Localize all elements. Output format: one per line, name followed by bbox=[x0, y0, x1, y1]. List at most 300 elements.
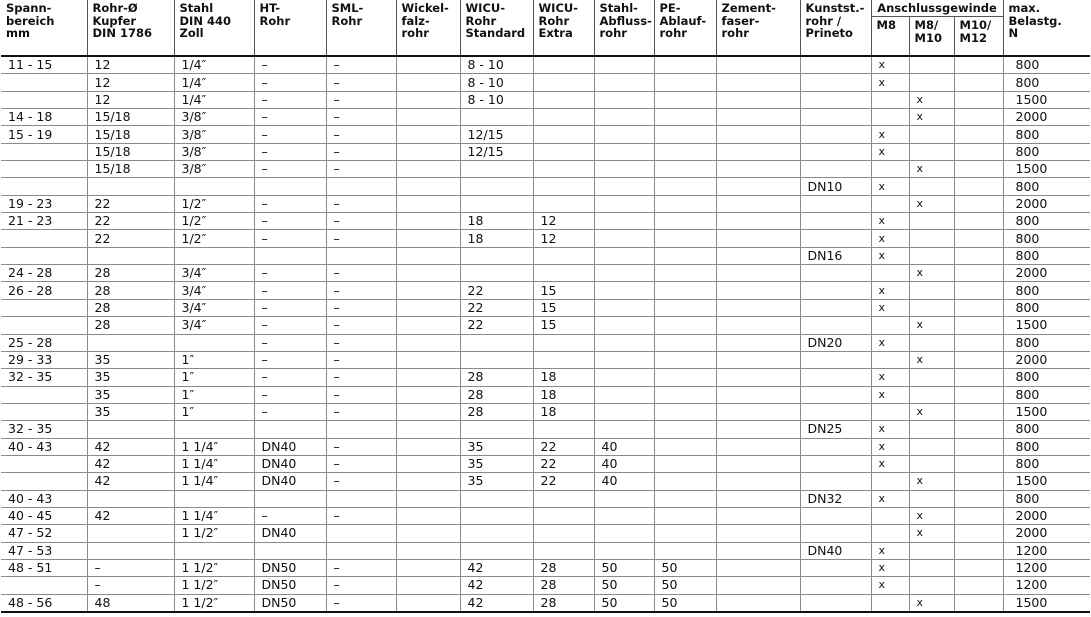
cell-sml-rohr: – bbox=[326, 351, 396, 368]
cell-zementfaser bbox=[716, 161, 800, 178]
cell-max-belastung: 2000 bbox=[1003, 507, 1090, 524]
cell-wicu-extra: 18 bbox=[533, 403, 594, 420]
cell-wicu-standard bbox=[460, 195, 533, 212]
table-row bbox=[1, 594, 1090, 612]
cell-max-belastung: 1500 bbox=[1003, 161, 1090, 178]
cell-wicu-standard: 18 bbox=[460, 230, 533, 247]
cell-m10-m12 bbox=[954, 351, 1003, 368]
cell-spannbereich bbox=[1, 230, 87, 247]
cell-stahl: 3/4″ bbox=[174, 299, 254, 316]
cell-spannbereich bbox=[1, 455, 87, 472]
cell-max-belastung: 800 bbox=[1003, 438, 1090, 455]
cell-ht-rohr: – bbox=[254, 282, 326, 299]
cell-m8 bbox=[871, 109, 909, 126]
cell-m8: x bbox=[871, 542, 909, 559]
cell-wicu-extra bbox=[533, 525, 594, 542]
cell-max-belastung: 2000 bbox=[1003, 351, 1090, 368]
cell-m10-m12 bbox=[954, 56, 1003, 74]
cell-wicu-standard bbox=[460, 507, 533, 524]
header-m10-m12: M10/ M12 bbox=[954, 17, 1003, 57]
cell-sml-rohr bbox=[326, 542, 396, 559]
cell-m10-m12 bbox=[954, 369, 1003, 386]
header-m8: M8 bbox=[871, 17, 909, 57]
cell-wicu-extra bbox=[533, 507, 594, 524]
cell-m8-m10 bbox=[909, 386, 954, 403]
cell-pe-ablauf bbox=[654, 507, 716, 524]
cell-kunststoff bbox=[800, 143, 871, 160]
cell-sml-rohr: – bbox=[326, 213, 396, 230]
cell-max-belastung: 800 bbox=[1003, 56, 1090, 74]
cell-wicu-standard bbox=[460, 265, 533, 282]
cell-m10-m12 bbox=[954, 74, 1003, 91]
cell-wickelfalz bbox=[396, 594, 460, 612]
cell-m10-m12 bbox=[954, 490, 1003, 507]
cell-m8-m10: x bbox=[909, 525, 954, 542]
cell-stahl bbox=[174, 542, 254, 559]
cell-wicu-standard bbox=[460, 490, 533, 507]
cell-ht-rohr bbox=[254, 421, 326, 438]
cell-stahl-abfluss bbox=[594, 490, 654, 507]
cell-wicu-extra bbox=[533, 421, 594, 438]
header-ht-rohr: HT- Rohr bbox=[254, 0, 326, 56]
cell-m8: x bbox=[871, 126, 909, 143]
cell-wicu-extra bbox=[533, 542, 594, 559]
cell-kupfer: 35 bbox=[87, 386, 174, 403]
cell-spannbereich: 19 - 23 bbox=[1, 195, 87, 212]
cell-ht-rohr bbox=[254, 490, 326, 507]
cell-zementfaser bbox=[716, 438, 800, 455]
cell-wicu-standard: 8 - 10 bbox=[460, 74, 533, 91]
cell-zementfaser bbox=[716, 386, 800, 403]
cell-kunststoff bbox=[800, 265, 871, 282]
cell-max-belastung: 800 bbox=[1003, 213, 1090, 230]
cell-ht-rohr: – bbox=[254, 161, 326, 178]
cell-sml-rohr: – bbox=[326, 230, 396, 247]
cell-pe-ablauf bbox=[654, 195, 716, 212]
cell-sml-rohr: – bbox=[326, 91, 396, 108]
cell-wickelfalz bbox=[396, 230, 460, 247]
cell-m10-m12 bbox=[954, 213, 1003, 230]
cell-wicu-standard: 22 bbox=[460, 317, 533, 334]
cell-max-belastung: 2000 bbox=[1003, 525, 1090, 542]
table-row bbox=[1, 490, 1090, 507]
cell-wicu-standard: 28 bbox=[460, 386, 533, 403]
cell-m10-m12 bbox=[954, 542, 1003, 559]
cell-wickelfalz bbox=[396, 473, 460, 490]
cell-max-belastung: 800 bbox=[1003, 126, 1090, 143]
cell-stahl-abfluss bbox=[594, 230, 654, 247]
table-row bbox=[1, 143, 1090, 160]
cell-wicu-standard: 35 bbox=[460, 473, 533, 490]
table-row bbox=[1, 455, 1090, 472]
cell-m8-m10 bbox=[909, 230, 954, 247]
header-spannbereich: Spann- bereich mm bbox=[1, 0, 87, 56]
cell-ht-rohr: DN50 bbox=[254, 559, 326, 576]
cell-max-belastung: 800 bbox=[1003, 230, 1090, 247]
cell-m8-m10 bbox=[909, 247, 954, 264]
cell-m8-m10 bbox=[909, 455, 954, 472]
cell-stahl-abfluss bbox=[594, 213, 654, 230]
cell-m10-m12 bbox=[954, 126, 1003, 143]
cell-zementfaser bbox=[716, 559, 800, 576]
cell-kupfer bbox=[87, 178, 174, 195]
cell-m8: x bbox=[871, 334, 909, 351]
cell-wicu-standard bbox=[460, 109, 533, 126]
cell-wicu-extra bbox=[533, 143, 594, 160]
cell-wickelfalz bbox=[396, 213, 460, 230]
cell-stahl-abfluss bbox=[594, 91, 654, 108]
cell-max-belastung: 1200 bbox=[1003, 559, 1090, 576]
cell-max-belastung: 800 bbox=[1003, 369, 1090, 386]
cell-spannbereich: 32 - 35 bbox=[1, 369, 87, 386]
cell-max-belastung: 1500 bbox=[1003, 91, 1090, 108]
cell-m10-m12 bbox=[954, 230, 1003, 247]
cell-max-belastung: 800 bbox=[1003, 178, 1090, 195]
cell-pe-ablauf bbox=[654, 490, 716, 507]
cell-kupfer: 35 bbox=[87, 403, 174, 420]
cell-wicu-extra bbox=[533, 178, 594, 195]
cell-stahl: 1/2″ bbox=[174, 195, 254, 212]
cell-wicu-extra: 15 bbox=[533, 282, 594, 299]
cell-kunststoff bbox=[800, 594, 871, 612]
cell-wicu-extra bbox=[533, 351, 594, 368]
cell-kunststoff bbox=[800, 455, 871, 472]
cell-kupfer: 35 bbox=[87, 369, 174, 386]
cell-ht-rohr bbox=[254, 542, 326, 559]
cell-stahl: 3/8″ bbox=[174, 109, 254, 126]
cell-m10-m12 bbox=[954, 386, 1003, 403]
table-row bbox=[1, 91, 1090, 108]
table-row bbox=[1, 317, 1090, 334]
table-row bbox=[1, 74, 1090, 91]
cell-pe-ablauf bbox=[654, 299, 716, 316]
cell-stahl: 1/4″ bbox=[174, 74, 254, 91]
cell-spannbereich bbox=[1, 178, 87, 195]
cell-wickelfalz bbox=[396, 438, 460, 455]
table-row bbox=[1, 230, 1090, 247]
cell-sml-rohr: – bbox=[326, 109, 396, 126]
cell-wickelfalz bbox=[396, 126, 460, 143]
cell-kupfer: – bbox=[87, 559, 174, 576]
cell-zementfaser bbox=[716, 490, 800, 507]
cell-stahl: 1/4″ bbox=[174, 56, 254, 74]
cell-kunststoff bbox=[800, 109, 871, 126]
cell-kunststoff bbox=[800, 438, 871, 455]
cell-spannbereich: 40 - 43 bbox=[1, 490, 87, 507]
cell-max-belastung: 1200 bbox=[1003, 577, 1090, 594]
cell-sml-rohr: – bbox=[326, 559, 396, 576]
header-sml-rohr: SML- Rohr bbox=[326, 0, 396, 56]
cell-pe-ablauf bbox=[654, 403, 716, 420]
cell-wicu-standard: 12/15 bbox=[460, 126, 533, 143]
cell-wickelfalz bbox=[396, 455, 460, 472]
cell-kunststoff bbox=[800, 577, 871, 594]
cell-wickelfalz bbox=[396, 403, 460, 420]
cell-ht-rohr: – bbox=[254, 56, 326, 74]
cell-zementfaser bbox=[716, 594, 800, 612]
cell-stahl-abfluss bbox=[594, 403, 654, 420]
cell-zementfaser bbox=[716, 265, 800, 282]
cell-zementfaser bbox=[716, 299, 800, 316]
cell-stahl-abfluss bbox=[594, 265, 654, 282]
cell-wickelfalz bbox=[396, 299, 460, 316]
cell-kunststoff bbox=[800, 74, 871, 91]
cell-stahl-abfluss: 40 bbox=[594, 455, 654, 472]
cell-max-belastung: 800 bbox=[1003, 421, 1090, 438]
cell-wicu-extra bbox=[533, 109, 594, 126]
cell-m10-m12 bbox=[954, 299, 1003, 316]
cell-wickelfalz bbox=[396, 143, 460, 160]
cell-wicu-standard: 42 bbox=[460, 594, 533, 612]
cell-pe-ablauf bbox=[654, 143, 716, 160]
header-anschlussgewinde: Anschlussgewinde bbox=[871, 0, 1003, 17]
cell-wickelfalz bbox=[396, 507, 460, 524]
cell-kupfer bbox=[87, 542, 174, 559]
cell-zementfaser bbox=[716, 577, 800, 594]
cell-zementfaser bbox=[716, 282, 800, 299]
cell-spannbereich bbox=[1, 473, 87, 490]
cell-sml-rohr: – bbox=[326, 577, 396, 594]
cell-wickelfalz bbox=[396, 386, 460, 403]
cell-stahl: 3/4″ bbox=[174, 317, 254, 334]
cell-ht-rohr: – bbox=[254, 213, 326, 230]
cell-sml-rohr: – bbox=[326, 438, 396, 455]
cell-spannbereich: 24 - 28 bbox=[1, 265, 87, 282]
cell-m8-m10 bbox=[909, 299, 954, 316]
cell-m8-m10 bbox=[909, 178, 954, 195]
cell-pe-ablauf bbox=[654, 421, 716, 438]
cell-ht-rohr bbox=[254, 178, 326, 195]
cell-m8: x bbox=[871, 178, 909, 195]
cell-m10-m12 bbox=[954, 109, 1003, 126]
cell-m8 bbox=[871, 317, 909, 334]
cell-spannbereich: 14 - 18 bbox=[1, 109, 87, 126]
header-wickelfalzrohr: Wickel- falz- rohr bbox=[396, 0, 460, 56]
cell-kunststoff bbox=[800, 213, 871, 230]
table-row bbox=[1, 56, 1090, 74]
cell-wicu-standard bbox=[460, 247, 533, 264]
cell-m8-m10 bbox=[909, 126, 954, 143]
cell-spannbereich bbox=[1, 143, 87, 160]
cell-wicu-standard: 28 bbox=[460, 369, 533, 386]
cell-m10-m12 bbox=[954, 455, 1003, 472]
cell-wickelfalz bbox=[396, 334, 460, 351]
cell-stahl-abfluss bbox=[594, 421, 654, 438]
cell-wicu-standard: 22 bbox=[460, 282, 533, 299]
cell-wickelfalz bbox=[396, 265, 460, 282]
cell-zementfaser bbox=[716, 507, 800, 524]
cell-m10-m12 bbox=[954, 178, 1003, 195]
cell-kupfer: 12 bbox=[87, 91, 174, 108]
cell-wicu-extra bbox=[533, 265, 594, 282]
cell-spannbereich: 47 - 53 bbox=[1, 542, 87, 559]
table-row bbox=[1, 161, 1090, 178]
cell-sml-rohr: – bbox=[326, 594, 396, 612]
cell-pe-ablauf bbox=[654, 542, 716, 559]
cell-kupfer: 28 bbox=[87, 317, 174, 334]
cell-stahl: 3/8″ bbox=[174, 161, 254, 178]
cell-m8: x bbox=[871, 438, 909, 455]
cell-kunststoff: DN32 bbox=[800, 490, 871, 507]
cell-wickelfalz bbox=[396, 247, 460, 264]
cell-spannbereich bbox=[1, 91, 87, 108]
cell-kunststoff bbox=[800, 403, 871, 420]
cell-wicu-extra: 15 bbox=[533, 299, 594, 316]
cell-pe-ablauf bbox=[654, 282, 716, 299]
cell-spannbereich: 25 - 28 bbox=[1, 334, 87, 351]
cell-max-belastung: 1500 bbox=[1003, 317, 1090, 334]
cell-kunststoff bbox=[800, 56, 871, 74]
cell-m8-m10 bbox=[909, 438, 954, 455]
cell-kupfer: 22 bbox=[87, 195, 174, 212]
cell-wicu-extra bbox=[533, 195, 594, 212]
cell-wicu-extra bbox=[533, 56, 594, 74]
cell-pe-ablauf bbox=[654, 213, 716, 230]
cell-ht-rohr: – bbox=[254, 143, 326, 160]
cell-ht-rohr: DN40 bbox=[254, 455, 326, 472]
cell-wickelfalz bbox=[396, 421, 460, 438]
cell-zementfaser bbox=[716, 74, 800, 91]
cell-pe-ablauf bbox=[654, 109, 716, 126]
cell-spannbereich: 40 - 45 bbox=[1, 507, 87, 524]
cell-stahl-abfluss bbox=[594, 351, 654, 368]
header-wicu-extra: WICU- Rohr Extra bbox=[533, 0, 594, 56]
cell-wicu-extra bbox=[533, 161, 594, 178]
cell-kunststoff bbox=[800, 351, 871, 368]
cell-kunststoff bbox=[800, 230, 871, 247]
cell-wickelfalz bbox=[396, 161, 460, 178]
cell-wickelfalz bbox=[396, 317, 460, 334]
cell-spannbereich bbox=[1, 161, 87, 178]
cell-stahl bbox=[174, 178, 254, 195]
cell-stahl-abfluss bbox=[594, 299, 654, 316]
cell-spannbereich bbox=[1, 299, 87, 316]
cell-wicu-standard bbox=[460, 421, 533, 438]
cell-m10-m12 bbox=[954, 195, 1003, 212]
header-stahl: Stahl DIN 440 Zoll bbox=[174, 0, 254, 56]
cell-stahl: 1 1/2″ bbox=[174, 594, 254, 612]
cell-kupfer: 12 bbox=[87, 74, 174, 91]
cell-m8-m10: x bbox=[909, 351, 954, 368]
table-row bbox=[1, 473, 1090, 490]
cell-wicu-standard: 42 bbox=[460, 559, 533, 576]
cell-sml-rohr: – bbox=[326, 334, 396, 351]
cell-m8-m10 bbox=[909, 369, 954, 386]
cell-max-belastung: 1200 bbox=[1003, 542, 1090, 559]
cell-wickelfalz bbox=[396, 91, 460, 108]
cell-ht-rohr: – bbox=[254, 386, 326, 403]
cell-m8 bbox=[871, 265, 909, 282]
cell-wicu-standard: 28 bbox=[460, 403, 533, 420]
cell-zementfaser bbox=[716, 195, 800, 212]
cell-ht-rohr: – bbox=[254, 351, 326, 368]
cell-sml-rohr bbox=[326, 421, 396, 438]
cell-kupfer: 48 bbox=[87, 594, 174, 612]
cell-max-belastung: 2000 bbox=[1003, 195, 1090, 212]
cell-zementfaser bbox=[716, 421, 800, 438]
cell-pe-ablauf bbox=[654, 455, 716, 472]
cell-max-belastung: 2000 bbox=[1003, 265, 1090, 282]
cell-max-belastung: 800 bbox=[1003, 143, 1090, 160]
cell-stahl-abfluss bbox=[594, 525, 654, 542]
cell-spannbereich bbox=[1, 247, 87, 264]
cell-sml-rohr: – bbox=[326, 369, 396, 386]
cell-kupfer: 15/18 bbox=[87, 143, 174, 160]
cell-stahl: 1″ bbox=[174, 369, 254, 386]
table-row bbox=[1, 507, 1090, 524]
cell-wickelfalz bbox=[396, 490, 460, 507]
table-row bbox=[1, 559, 1090, 576]
cell-pe-ablauf bbox=[654, 386, 716, 403]
cell-spannbereich bbox=[1, 577, 87, 594]
cell-stahl-abfluss bbox=[594, 56, 654, 74]
table-row bbox=[1, 542, 1090, 559]
cell-m8-m10: x bbox=[909, 161, 954, 178]
table-row bbox=[1, 351, 1090, 368]
cell-stahl: 1″ bbox=[174, 403, 254, 420]
cell-m10-m12 bbox=[954, 525, 1003, 542]
cell-m8 bbox=[871, 161, 909, 178]
cell-max-belastung: 800 bbox=[1003, 386, 1090, 403]
cell-m8: x bbox=[871, 490, 909, 507]
cell-zementfaser bbox=[716, 403, 800, 420]
cell-pe-ablauf bbox=[654, 74, 716, 91]
cell-sml-rohr: – bbox=[326, 317, 396, 334]
cell-max-belastung: 800 bbox=[1003, 74, 1090, 91]
cell-m10-m12 bbox=[954, 282, 1003, 299]
cell-wicu-extra bbox=[533, 247, 594, 264]
cell-stahl-abfluss bbox=[594, 334, 654, 351]
cell-wicu-extra bbox=[533, 334, 594, 351]
cell-wicu-extra: 15 bbox=[533, 317, 594, 334]
cell-kupfer: 22 bbox=[87, 230, 174, 247]
cell-sml-rohr: – bbox=[326, 126, 396, 143]
cell-m8-m10 bbox=[909, 559, 954, 576]
cell-stahl-abfluss bbox=[594, 369, 654, 386]
cell-wicu-standard: 35 bbox=[460, 455, 533, 472]
table-row bbox=[1, 299, 1090, 316]
cell-ht-rohr: – bbox=[254, 91, 326, 108]
cell-max-belastung: 800 bbox=[1003, 299, 1090, 316]
cell-spannbereich: 47 - 52 bbox=[1, 525, 87, 542]
cell-zementfaser bbox=[716, 247, 800, 264]
cell-kunststoff bbox=[800, 282, 871, 299]
table-row bbox=[1, 525, 1090, 542]
cell-m8-m10 bbox=[909, 421, 954, 438]
cell-stahl-abfluss: 50 bbox=[594, 594, 654, 612]
cell-ht-rohr: – bbox=[254, 265, 326, 282]
cell-zementfaser bbox=[716, 334, 800, 351]
cell-wickelfalz bbox=[396, 369, 460, 386]
cell-pe-ablauf bbox=[654, 230, 716, 247]
cell-kunststoff bbox=[800, 161, 871, 178]
cell-kupfer: 15/18 bbox=[87, 126, 174, 143]
cell-m10-m12 bbox=[954, 403, 1003, 420]
cell-kupfer bbox=[87, 525, 174, 542]
cell-m10-m12 bbox=[954, 473, 1003, 490]
header-wicu-standard: WICU- Rohr Standard bbox=[460, 0, 533, 56]
table-row bbox=[1, 421, 1090, 438]
cell-ht-rohr: DN40 bbox=[254, 438, 326, 455]
cell-stahl-abfluss bbox=[594, 143, 654, 160]
cell-zementfaser bbox=[716, 109, 800, 126]
cell-m10-m12 bbox=[954, 265, 1003, 282]
cell-stahl: 1″ bbox=[174, 386, 254, 403]
cell-m8 bbox=[871, 351, 909, 368]
cell-m8 bbox=[871, 195, 909, 212]
cell-max-belastung: 800 bbox=[1003, 490, 1090, 507]
cell-pe-ablauf bbox=[654, 265, 716, 282]
